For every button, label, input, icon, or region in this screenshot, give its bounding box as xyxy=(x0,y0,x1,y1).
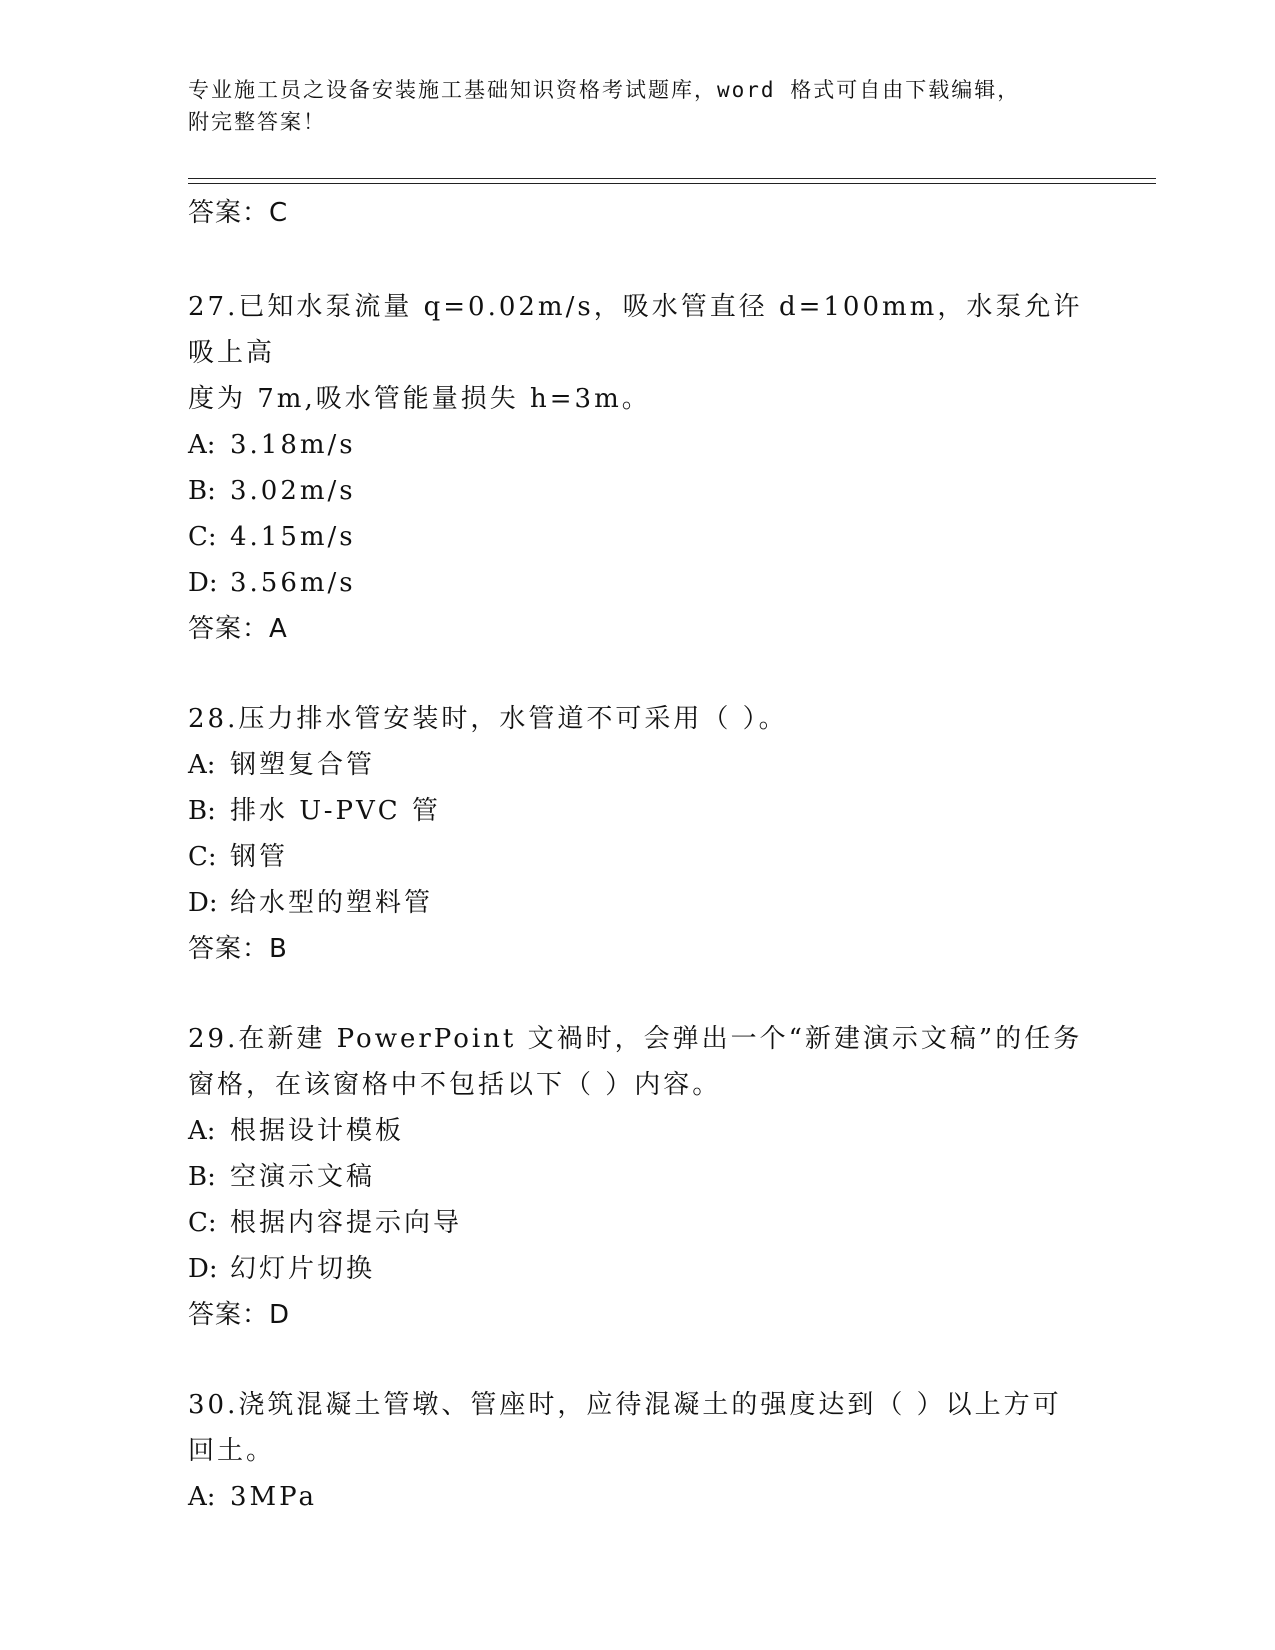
option-a xyxy=(188,1108,1088,1154)
question-27 xyxy=(188,284,1088,652)
option-text: 4.15m/s xyxy=(230,522,356,552)
header-line-1: 专业施工员之设备安装施工基础知识资格考试题库，word 格式可自由下载编辑， xyxy=(188,78,1021,102)
option-b xyxy=(188,468,1088,514)
question-29 xyxy=(188,1016,1088,1338)
option-text: 排水 U-PVC 管 xyxy=(230,796,441,826)
option-text: 幻灯片切换 xyxy=(230,1254,376,1284)
option-key: A: xyxy=(188,750,216,780)
option-key: C: xyxy=(188,1208,217,1238)
option-text: 空演示文稿 xyxy=(230,1162,376,1192)
option-text: 钢塑复合管 xyxy=(230,750,376,780)
option-text: 根据设计模板 xyxy=(230,1116,405,1146)
option-text: 3.02m/s xyxy=(230,476,356,506)
option-key: D: xyxy=(188,1254,218,1284)
answer-line: 答案：A xyxy=(188,614,288,644)
option-a xyxy=(188,422,1088,468)
option-key: C: xyxy=(188,842,217,872)
question-stem xyxy=(188,284,1088,422)
question-stem-line: 回土。 xyxy=(188,1436,276,1466)
option-b xyxy=(188,788,1088,834)
option-key: A: xyxy=(188,430,216,460)
document-header xyxy=(188,74,1068,138)
question-stem-line: 28.压力排水管安装时，水管道不可采用（ ）。 xyxy=(188,704,788,734)
question-stem xyxy=(188,696,1088,742)
header-divider-bottom xyxy=(188,183,1156,184)
option-key: A: xyxy=(188,1116,216,1146)
question-stem xyxy=(188,1382,1088,1474)
option-key: C: xyxy=(188,522,217,552)
option-key: B: xyxy=(188,1162,216,1192)
option-text: 3MPa xyxy=(230,1482,317,1512)
question-stem xyxy=(188,1016,1088,1108)
option-key: A: xyxy=(188,1482,216,1512)
question-stem-line: 30.浇筑混凝土管墩、管座时，应待混凝土的强度达到（ ）以上方可 xyxy=(188,1390,1062,1420)
option-text: 钢管 xyxy=(230,842,289,872)
option-key: B: xyxy=(188,476,216,506)
option-a xyxy=(188,1474,1088,1520)
option-d xyxy=(188,1246,1088,1292)
option-b xyxy=(188,1154,1088,1200)
option-key: D: xyxy=(188,568,218,598)
option-text: 3.56m/s xyxy=(230,568,356,598)
header-line-2: 附完整答案！ xyxy=(188,110,326,134)
question-list xyxy=(188,190,1088,1520)
answer-line: 答案：B xyxy=(188,934,288,964)
answer-line: 答案：D xyxy=(188,1300,291,1330)
option-c xyxy=(188,834,1088,880)
option-a xyxy=(188,742,1088,788)
option-c xyxy=(188,514,1088,560)
option-c xyxy=(188,1200,1088,1246)
option-d xyxy=(188,560,1088,606)
question-stem-line: 29.在新建 PowerPoint 文禍时，会弹出一个“新建演示文稿”的任务 xyxy=(188,1024,1083,1054)
question-28 xyxy=(188,696,1088,972)
option-text: 给水型的塑料管 xyxy=(230,888,434,918)
option-key: D: xyxy=(188,888,218,918)
answer-line: 答案：C xyxy=(188,198,289,228)
option-text: 根据内容提示向导 xyxy=(230,1208,463,1238)
question-30 xyxy=(188,1382,1088,1520)
question-stem-line: 窗格，在该窗格中不包括以下（ ）内容。 xyxy=(188,1070,722,1100)
option-key: B: xyxy=(188,796,216,826)
option-text: 3.18m/s xyxy=(230,430,356,460)
option-d xyxy=(188,880,1088,926)
question-stem-line: 度为 7m,吸水管能量损失 h=3m。 xyxy=(188,384,651,414)
header-divider-top xyxy=(188,178,1156,179)
question-stem-line: 27.已知水泵流量 q=0.02m/s，吸水管直径 d=100mm，水泵允许吸上高 xyxy=(188,292,1083,368)
